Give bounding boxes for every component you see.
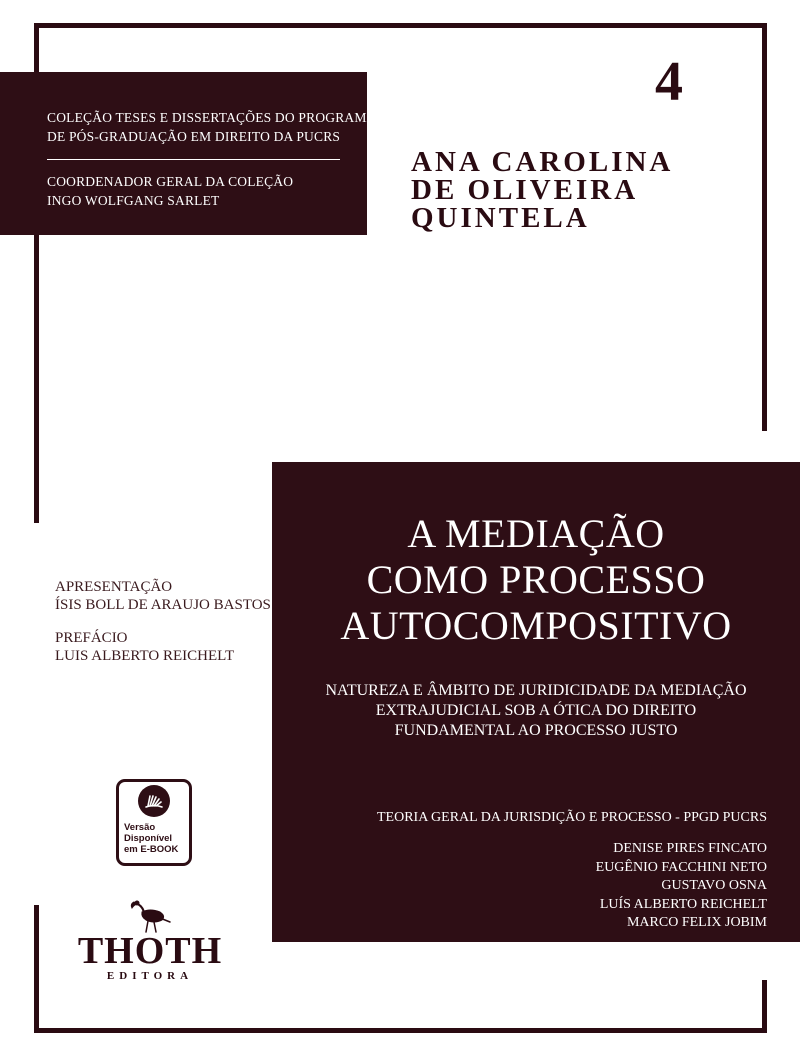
- preface-label: PREFÁCIO: [55, 630, 128, 646]
- presentation-name: ÍSIS BOLL DE ARAUJO BASTOS: [55, 597, 271, 613]
- frame-left-lower-line: [34, 905, 39, 1033]
- program-line: TEORIA GERAL DA JURISDIÇÃO E PROCESSO - PPGD PUCRS: [377, 810, 767, 825]
- preface-name: LUIS ALBERTO REICHELT: [55, 648, 235, 664]
- board-member: EUGÊNIO FACCHINI NETO: [595, 859, 767, 875]
- ebook-text: [124, 822, 190, 855]
- publisher-name: THOTH: [77, 930, 223, 972]
- collection-box: [0, 72, 377, 235]
- volume-number: 4: [655, 51, 683, 113]
- board-list: [596, 840, 767, 933]
- board-member: DENISE PIRES FINCATO: [613, 841, 767, 856]
- collection-line-1: COLEÇÃO TESES E DISSERTAÇÕES DO PROGRAMA: [47, 110, 377, 125]
- ibis-bird-icon: [128, 898, 172, 934]
- coordinator-name: INGO WOLFGANG SARLET: [47, 193, 220, 208]
- ebook-line-2: Disponível: [124, 833, 173, 844]
- book-title: [272, 511, 800, 649]
- title-line-1: A MEDIAÇÃO: [407, 511, 665, 556]
- subtitle-line-2: EXTRAJUDICIAL SOB A ÓTICA DO DIREITO: [375, 702, 697, 719]
- publisher-sub: EDITORA: [106, 970, 194, 982]
- author-name: [411, 148, 673, 232]
- board-member: LUÍS ALBERTO REICHELT: [599, 896, 767, 912]
- frame-right-lower-line: [762, 980, 767, 1033]
- title-box: [272, 462, 800, 942]
- ebook-line-3: em E-BOOK: [124, 844, 179, 855]
- ebook-badge[interactable]: [116, 779, 192, 866]
- frame-right-line: [762, 23, 767, 431]
- collection-line-2: DE PÓS-GRADUAÇÃO EM DIREITO DA PUCRS: [47, 129, 341, 144]
- title-line-2: COMO PROCESSO: [366, 557, 706, 602]
- frame-top-line: [34, 23, 767, 28]
- book-subtitle: [272, 681, 800, 741]
- subtitle-line-1: NATUREZA E ÂMBITO DE JURIDICIDADE DA MEDIAÇÃO: [325, 682, 747, 699]
- ebook-line-1: Versão: [124, 822, 156, 833]
- open-book-icon: [138, 785, 170, 817]
- frame-bottom-line: [34, 1028, 767, 1033]
- author-line-2: DE OLIVEIRA: [411, 174, 639, 206]
- publisher-logo: [70, 898, 230, 988]
- presentation-label: APRESENTAÇÃO: [55, 579, 173, 595]
- subtitle-line-3: FUNDAMENTAL AO PROCESSO JUSTO: [394, 722, 678, 739]
- board-member: MARCO FELIX JOBIM: [626, 915, 767, 930]
- coordinator-label: COORDENADOR GERAL DA COLEÇÃO: [47, 174, 294, 189]
- author-line-3: QUINTELA: [411, 202, 590, 234]
- title-line-3: AUTOCOMPOSITIVO: [340, 603, 732, 648]
- board-member: GUSTAVO OSNA: [661, 878, 767, 893]
- collection-divider: [47, 159, 340, 160]
- author-line-1: ANA CAROLINA: [411, 146, 674, 178]
